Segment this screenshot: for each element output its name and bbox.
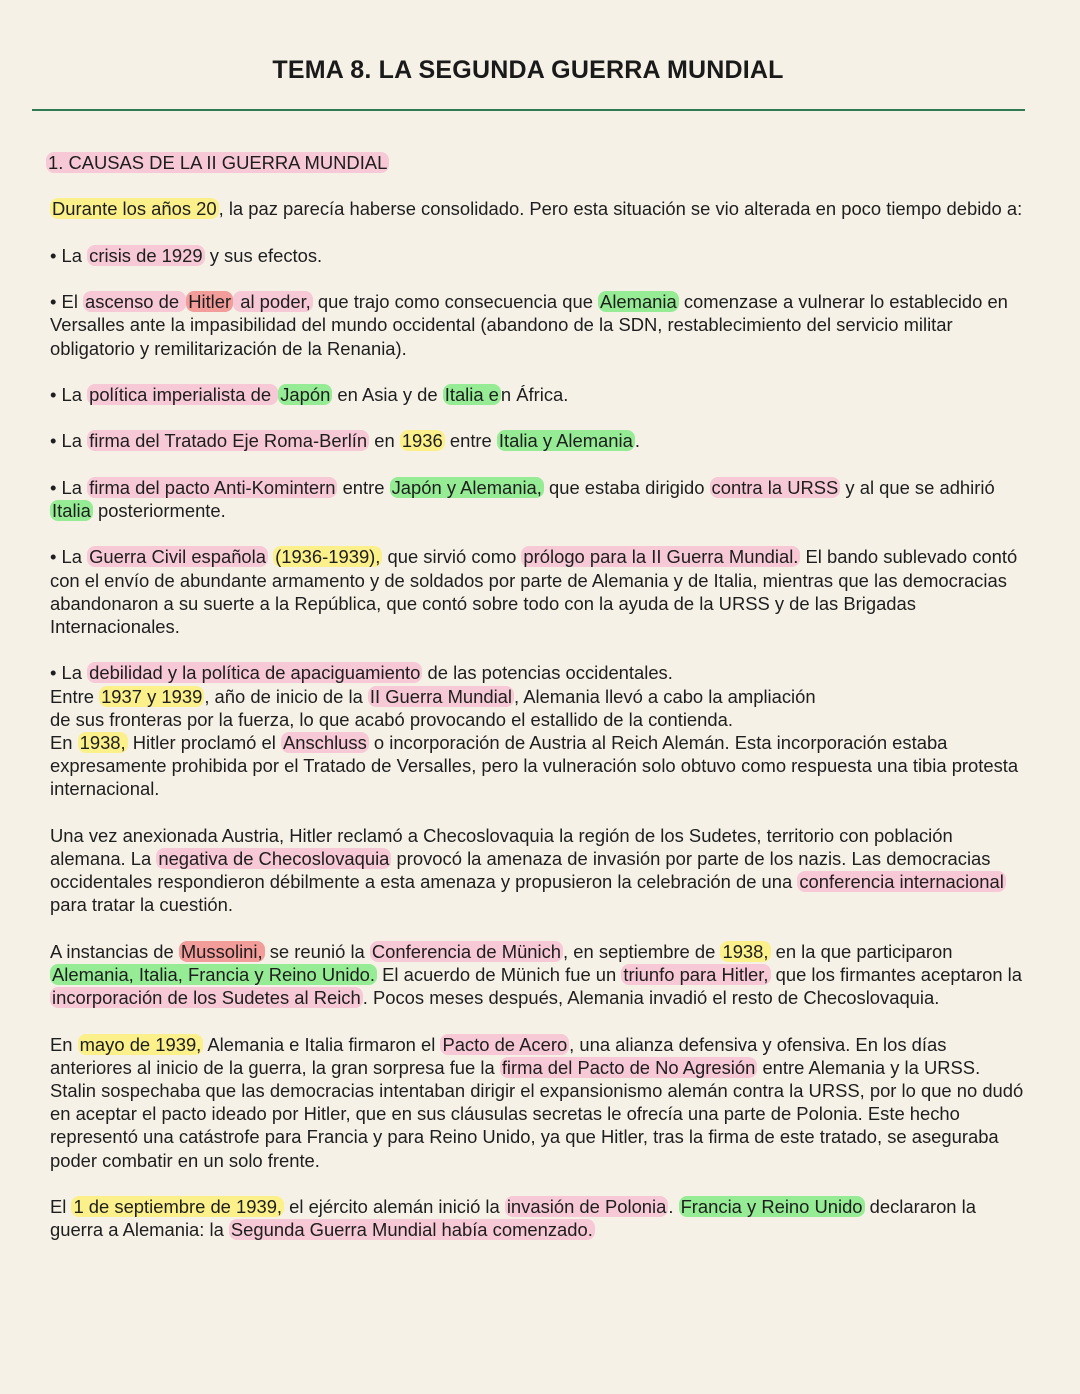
text-run: entre Alemania y la URSS. Stalin sospechaba que las democracias intentaban dirigir el expansionismo alemán contra la URSS, por lo que no dudó en aceptar el pacto ideado por Hitler, que en sus cláusulas secretas le ofrecía una parte de Polonia. Este hecho representó una catástrofe para Francia y para Reino Unido, ya que Hitler, tras la firma de este tratado, se aseguraba poder combatir en un solo frente. — [50, 1056, 1024, 1171]
green-highlight: Italia y Alemania — [498, 430, 633, 452]
document-body — [50, 151, 1025, 1265]
green-highlight: Alemania — [600, 291, 677, 313]
yellow-highlight: mayo de 1939, — [79, 1033, 202, 1055]
text-run: que estaba dirigido — [543, 476, 710, 498]
paragraph — [50, 940, 1025, 1010]
paragraph — [50, 1033, 1025, 1172]
text-run: , año de inicio de la — [204, 685, 368, 707]
text-run: posteriormente. — [92, 499, 226, 521]
yellow-highlight: 1938, — [79, 731, 126, 753]
red-highlight: Mussolini, — [180, 940, 263, 962]
pink-highlight: firma del Pacto de No Agresión — [501, 1056, 756, 1078]
paragraph — [50, 731, 1025, 801]
text-run: , Alemania llevó a cabo la ampliación — [514, 685, 816, 707]
appeasement-block — [50, 661, 1025, 800]
paragraph — [50, 1195, 1025, 1241]
text-run: • La — [50, 430, 88, 452]
yellow-highlight: Durante los años 20 — [52, 198, 217, 220]
section-heading-text: 1. CAUSAS DE LA II GUERRA MUNDIAL — [48, 152, 388, 173]
text-run: provocó la amenaza de invasión por parte de los nazis. Las democracias occidentales respondieron débilmente a esta amenaza y propusieron la celebración de una — [50, 847, 991, 893]
bullet-item — [50, 383, 1025, 406]
text-run: El bando sublevado contó con el envío de abundante armamento y de soldados por parte de Alemania y de Italia, mientras que las democracias abandonaron a su suerte a la República, que contó sobre todo con la ayuda de la URSS y de las Brigadas Internacionales. — [50, 546, 1018, 637]
pink-highlight: incorporación de los Sudetes al Reich — [52, 987, 361, 1009]
text-run: , en septiembre de — [563, 940, 721, 962]
text-run: el ejército alemán inició la — [284, 1195, 505, 1217]
text-run: de las potencias occidentales. — [422, 662, 673, 684]
paragraph — [50, 197, 1025, 220]
yellow-highlight: (1936-1939), — [275, 546, 381, 568]
text-run: . Pocos meses después, Alemania invadió el resto de Checoslovaquia. — [362, 987, 940, 1009]
bullet-item — [50, 290, 1025, 360]
pink-highlight: Segunda Guerra Mundial había comenzado. — [230, 1219, 593, 1241]
pink-highlight: firma del pacto Anti-Komintern — [89, 476, 336, 498]
pink-highlight: al poder, — [235, 291, 311, 313]
bullet-item — [50, 429, 1025, 452]
text-run: y al que se adhirió — [840, 476, 995, 498]
yellow-highlight: 1938, — [722, 940, 769, 962]
text-run: entre — [444, 430, 497, 452]
yellow-highlight: 1937 y 1939 — [101, 685, 203, 707]
bullet-item — [50, 545, 1025, 638]
text-run: y sus efectos. — [204, 244, 323, 266]
text-run: • La — [50, 383, 88, 405]
pink-highlight: II Guerra Mundial — [369, 685, 513, 707]
text-run: que trajo como consecuencia que — [312, 291, 599, 313]
pink-highlight: Conferencia de Münich — [371, 940, 562, 962]
green-highlight: Alemania, Italia, Francia y Reino Unido. — [52, 963, 376, 985]
text-run: en — [369, 430, 400, 452]
pink-highlight: negativa de Checoslovaquia — [158, 847, 390, 869]
pink-highlight: Anschluss — [282, 731, 367, 753]
title-divider — [32, 109, 1025, 111]
text-run: para tratar la cuestión. — [50, 894, 233, 916]
text-run: que los firmantes aceptaron la — [770, 963, 1022, 985]
text-run: en Asia y de — [332, 383, 443, 405]
text-run: , la paz parecía haberse consolidado. Pero esta situación se vio alterada en poco tiempo debido a: — [218, 198, 1023, 220]
pink-highlight: prólogo para la II Guerra Mundial. — [523, 546, 799, 568]
text-run: que sirvió como — [382, 546, 522, 568]
yellow-highlight: 1 de septiembre de 1939, — [73, 1195, 283, 1217]
pink-highlight: debilidad y la política de apaciguamiento — [89, 662, 421, 684]
text-run: Hitler proclamó el — [127, 731, 281, 753]
paragraph-line — [50, 685, 1025, 708]
text-run: En — [50, 731, 78, 753]
red-highlight: Hitler — [188, 291, 232, 313]
text-run: • La — [50, 244, 88, 266]
green-highlight: Japón — [280, 383, 331, 405]
pink-highlight: Guerra Civil española — [89, 546, 266, 568]
paragraph — [50, 824, 1025, 917]
text-run: A instancias de — [50, 940, 179, 962]
text-run: • La — [50, 662, 88, 684]
text-run: se reunió la — [264, 940, 370, 962]
paragraph-line — [50, 708, 1025, 731]
pink-highlight: invasión de Polonia — [506, 1195, 667, 1217]
text-run: En — [50, 1033, 78, 1055]
text-run: • La — [50, 546, 88, 568]
bullet-item — [50, 476, 1025, 522]
bullet-item — [50, 661, 1025, 684]
section-heading — [50, 151, 1025, 174]
pink-highlight: política imperialista de — [89, 383, 277, 405]
pink-highlight: crisis de 1929 — [89, 244, 203, 266]
text-run: El — [50, 1195, 72, 1217]
text-run: entre — [337, 476, 390, 498]
pink-highlight: ascenso de — [85, 291, 185, 313]
green-highlight: Italia e — [444, 383, 499, 405]
text-run: comenzase a vulnerar lo establecido en Versalles ante la impasibilidad del mundo occidental (abandono de la SDN, restablecimiento del servicio militar obligatorio y remilitarización de la Renania). — [50, 291, 1008, 359]
text-run: en la que participaron — [770, 940, 953, 962]
pink-highlight: contra la URSS — [711, 476, 839, 498]
green-highlight: Francia y Reino Unido — [680, 1195, 863, 1217]
text-run: . — [668, 1195, 679, 1217]
pink-highlight: firma del Tratado Eje Roma-Berlín — [89, 430, 368, 452]
text-run: • La — [50, 476, 88, 498]
text-run: Una vez anexionada Austria, Hitler reclamó a Checoslovaquia la región de los Sudetes, territorio con población alemana. La — [50, 824, 953, 869]
text-run: n África. — [500, 383, 569, 405]
text-run: Entre — [50, 685, 100, 707]
text-run: • El — [50, 291, 84, 313]
text-run: declararon la guerra a Alemania: la — [50, 1195, 976, 1241]
pink-highlight: conferencia internacional — [799, 871, 1004, 893]
text-run: , una alianza defensiva y ofensiva. En los días anteriores al inicio de la guerra, la gran sorpresa fue la — [50, 1033, 947, 1078]
green-highlight: Italia — [52, 499, 91, 521]
bullet-item — [50, 244, 1025, 267]
text-run: . — [634, 430, 640, 452]
text-run: El acuerdo de Münich fue un — [377, 963, 622, 985]
text-run: de sus fronteras por la fuerza, lo que acabó provocando el estallido de la contienda. — [50, 708, 733, 730]
yellow-highlight: 1936 — [401, 430, 443, 452]
green-highlight: Japón y Alemania, — [391, 476, 542, 498]
pink-highlight: triunfo para Hitler, — [623, 963, 769, 985]
pink-highlight: Pacto de Acero — [442, 1033, 568, 1055]
page-title: TEMA 8. LA SEGUNDA GUERRA MUNDIAL — [272, 56, 784, 84]
text-run: o incorporación de Austria al Reich Alemán. Esta incorporación estaba expresamente prohibida por el Tratado de Versalles, pero la vulneración solo obtuvo como respuesta una tibia protesta internacional. — [50, 731, 1019, 800]
text-run: Alemania e Italia firmaron el — [203, 1033, 441, 1055]
